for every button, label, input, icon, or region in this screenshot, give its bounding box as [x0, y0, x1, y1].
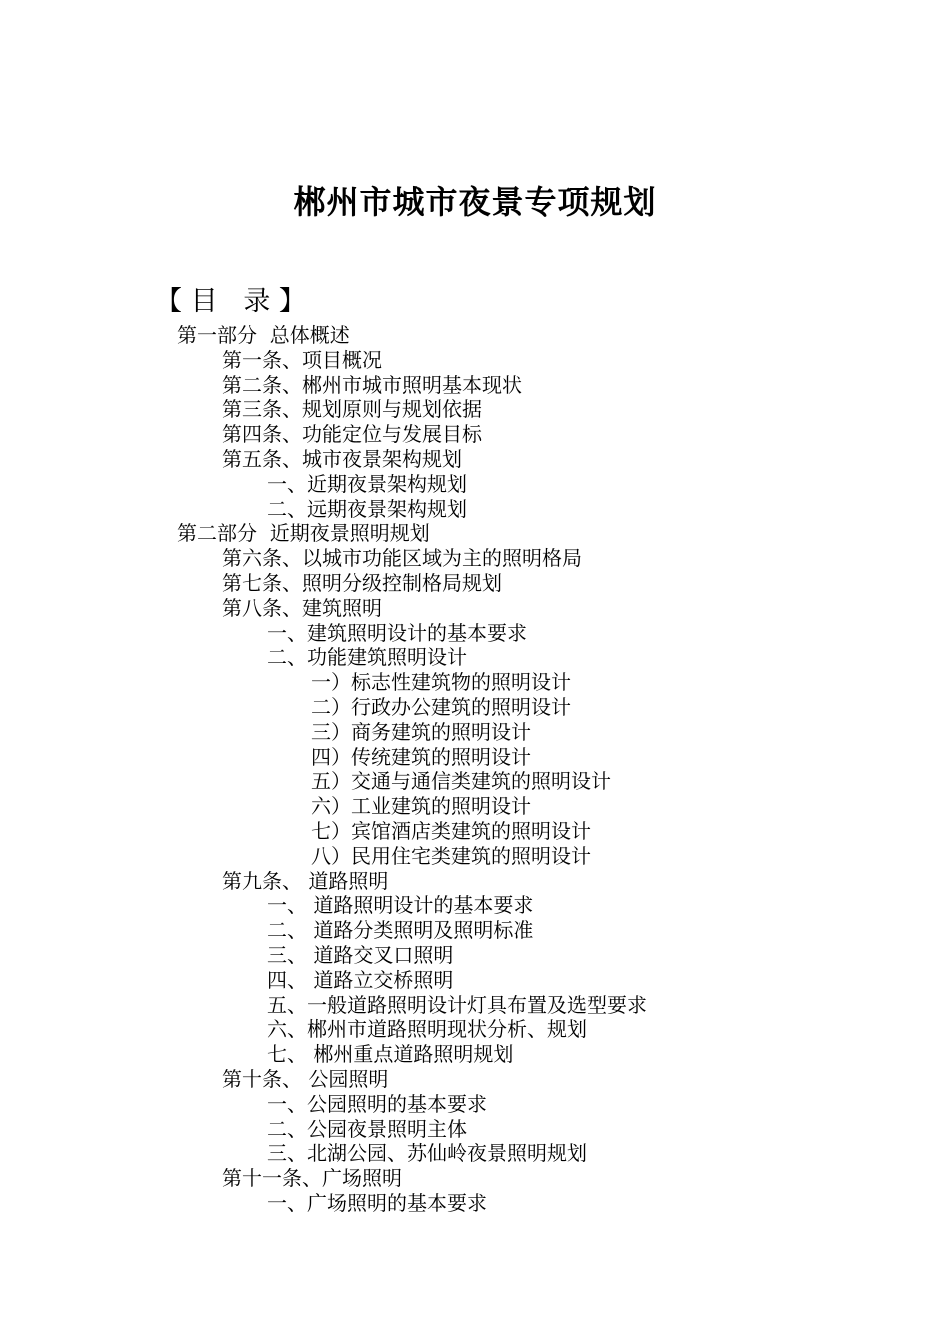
toc-entry: 二、远期夜景架构规划	[267, 496, 467, 521]
toc-entry: 三、 道路交叉口照明	[267, 942, 454, 967]
toc-entry: 一、 道路照明设计的基本要求	[267, 893, 534, 918]
toc-entry: 第一部分 总体概述	[177, 323, 350, 347]
toc-entry: 第五条、城市夜景架构规划	[222, 446, 462, 471]
toc-entry: 六、郴州市道路照明现状分析、规划	[267, 1017, 587, 1042]
toc-entry: 六）工业建筑的照明设计	[311, 794, 531, 819]
toc-entry: 二、公园夜景照明主体	[267, 1116, 467, 1141]
toc-entry: 二、功能建筑照明设计	[267, 645, 467, 670]
toc-entry: 七）宾馆酒店类建筑的照明设计	[311, 818, 591, 843]
toc-entry: 五）交通与通信类建筑的照明设计	[311, 769, 611, 794]
toc-entry: 一、公园照明的基本要求	[267, 1091, 487, 1116]
toc-entry: 二）行政办公建筑的照明设计	[311, 694, 571, 719]
toc-entry: 第二部分 近期夜景照明规划	[177, 521, 430, 546]
toc-entry: 三、北湖公园、苏仙岭夜景照明规划	[267, 1141, 587, 1166]
toc-entry: 五、一般道路照明设计灯具布置及选型要求	[267, 992, 647, 1017]
toc-heading: 【 目 录 】	[155, 286, 306, 317]
toc-entry: 一、建筑照明设计的基本要求	[267, 620, 527, 645]
toc-entry: 二、 道路分类照明及照明标准	[267, 918, 534, 943]
toc-entry: 第三条、规划原则与规划依据	[222, 397, 482, 422]
toc-entry: 一）标志性建筑物的照明设计	[311, 670, 571, 695]
document-title: 郴州市城市夜景专项规划	[293, 183, 657, 221]
toc-entry: 第十一条、广场照明	[222, 1166, 402, 1191]
toc-entry: 第十条、 公园照明	[222, 1066, 389, 1091]
toc-entry: 第一条、项目概况	[222, 347, 382, 372]
toc-entry: 第九条、 道路照明	[222, 868, 389, 893]
toc-entry: 七、 郴州重点道路照明规划	[267, 1042, 514, 1067]
toc-entry: 第七条、照明分级控制格局规划	[222, 570, 502, 595]
toc-entry: 八）民用住宅类建筑的照明设计	[311, 843, 591, 868]
table-of-contents	[0, 323, 950, 1216]
toc-entry: 三）商务建筑的照明设计	[311, 719, 531, 744]
toc-entry: 第四条、功能定位与发展目标	[222, 422, 482, 447]
toc-entry: 第二条、郴州市城市照明基本现状	[222, 372, 522, 397]
toc-entry: 四、 道路立交桥照明	[267, 967, 454, 992]
toc-entry: 一、广场照明的基本要求	[267, 1190, 487, 1215]
toc-entry: 一、近期夜景架构规划	[267, 471, 467, 496]
toc-entry: 第八条、建筑照明	[222, 595, 382, 620]
toc-entry: 四）传统建筑的照明设计	[311, 744, 531, 769]
toc-entry: 第六条、以城市功能区域为主的照明格局	[222, 546, 582, 571]
